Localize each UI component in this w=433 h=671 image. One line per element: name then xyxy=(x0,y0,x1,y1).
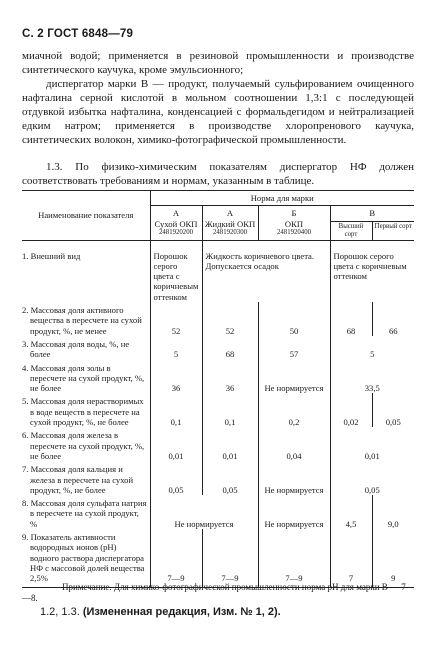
col-norm-group-header: Норма для марки xyxy=(150,191,414,206)
cell-v: 0,01 xyxy=(330,427,414,461)
specs-table xyxy=(22,190,414,588)
cell-b: Не нормируется xyxy=(258,461,330,495)
col-a-dry-letter: А xyxy=(172,208,180,219)
cell-a-liquid: 0,01 xyxy=(202,427,258,461)
cell-v2: 66 xyxy=(372,302,414,336)
row-label: 5. Массовая доля нерастворимых в воде веществ в пересчете на сухой продукт, %, не более xyxy=(22,396,144,428)
cell-v2: 0,05 xyxy=(372,393,414,427)
table-row xyxy=(22,360,414,394)
cell-b: Не нормируется xyxy=(258,495,330,529)
edit-revision-text: (Измененная редакция, Изм. № 1, 2). xyxy=(82,606,281,618)
col-a-dry-name: Сухой ОКП xyxy=(154,218,198,229)
cell-v1: 7 xyxy=(330,529,372,587)
cell-a-dry: 36 xyxy=(150,360,202,394)
cell-a-dry: 0,05 xyxy=(150,461,202,495)
row-label: 9. Показатель активности водородных ионов (pH) водного раствора диспергатора НФ с массовой долей вещества 2,5% xyxy=(22,532,145,584)
cell-a: Не нормируется xyxy=(150,495,258,529)
row-label: 2. Массовая доля активного вещества в пересчете на сухой продукт, %, не менее xyxy=(22,305,142,336)
col-b-name: ОКП xyxy=(284,218,304,229)
cell-a-liquid: 0,1 xyxy=(202,393,258,427)
col-v-sub2-header: Первый сорт xyxy=(372,221,414,240)
paragraph-1: миачной водой; применяется в резиновой промышленности и производстве синтетического каучука, кроме эмульсионного; xyxy=(22,50,414,76)
cell-a-liquid: 52 xyxy=(202,302,258,336)
table-row xyxy=(22,427,414,461)
page-header: С. 2 ГОСТ 6848—79 xyxy=(22,28,134,40)
col-b-letter: Б xyxy=(291,208,297,219)
table-row xyxy=(22,529,414,587)
row-label: 8. Массовая доля сульфата натрия в пересчете на сухой продукт, % xyxy=(22,498,147,529)
paragraph-2: диспергатор марки В — продукт, получаемый сульфированием очищенного нафталина серной кислотой в мольном соотношении 1,3:1 с последующей отдувкой избытка нафталина, конденсацией с формальдегидом и нейтрализацией едким натром; применяется в производстве хлоропренового каучука, синтетических волокон, химико-фотографической промышленности. xyxy=(22,78,414,146)
col-a-dry-header xyxy=(150,206,202,240)
col-a-liquid-code: 2481920300 xyxy=(213,228,247,236)
col-a-liquid-letter: А xyxy=(226,208,234,219)
col-v-header: В xyxy=(330,206,414,221)
cell-v: 5 xyxy=(330,336,414,360)
cell-b: 0,04 xyxy=(258,427,330,461)
cell-a-dry: 5 xyxy=(150,336,202,360)
cell-v1: 0,02 xyxy=(330,393,372,427)
col-b-code: 2481920400 xyxy=(277,228,311,236)
table-note: Примечание. Для химико-фотографической промышленности норма pH для марки В — 7—8. xyxy=(22,582,406,603)
cell-v: 0,05 xyxy=(330,461,414,495)
cell-a-dry: 7—9 xyxy=(150,529,202,587)
cell-a-liquid-b: Жидкость коричневого цвета. Допускается осадок xyxy=(202,240,330,302)
edit-clause-numbers: 1.2, 1.3. xyxy=(40,606,80,618)
col-a-liquid-name: Жидкий ОКП xyxy=(204,218,256,229)
cell-a-liquid: 68 xyxy=(202,336,258,360)
col-v-sub1-header: Высший сорт xyxy=(330,221,372,240)
col-a-dry-code: 2481920200 xyxy=(159,228,193,236)
col-indicator-header: Наименование показателя xyxy=(22,191,150,241)
cell-b: Не нормируется xyxy=(258,360,330,394)
cell-a-liquid: 7—9 xyxy=(202,529,258,587)
cell-b: 0,2 xyxy=(258,393,330,427)
row-label: 6. Массовая доля железа в пересчете на сухой продукт, %, не более xyxy=(22,430,145,461)
table-row xyxy=(22,302,414,336)
row-label: 1. Внешний вид xyxy=(22,250,81,261)
cell-b: 57 xyxy=(258,336,330,360)
cell-a-dry: 0,01 xyxy=(150,427,202,461)
cell-a-liquid: 36 xyxy=(202,360,258,394)
cell-b: 7—9 xyxy=(258,529,330,587)
row-label: 3. Массовая доля воды, %, не более xyxy=(22,338,130,360)
edit-reference xyxy=(40,606,281,618)
cell-v2: 9 xyxy=(372,529,414,587)
cell-v1: 4,5 xyxy=(330,495,372,529)
cell-a-dry: 0,1 xyxy=(150,393,202,427)
table-row xyxy=(22,495,414,529)
col-b-header xyxy=(258,206,330,240)
table-row xyxy=(22,461,414,495)
paragraph-3: 1.3. По физико-химическим показателям диспергатор НФ должен соответствовать требованиям и нормам, указанным в таблице. xyxy=(22,161,414,187)
cell-v: Порошок серого цвета с коричневым оттенком xyxy=(330,240,414,302)
cell-v2: 9,0 xyxy=(372,495,414,529)
table-row xyxy=(22,393,414,427)
cell-b: 50 xyxy=(258,302,330,336)
row-label: 7. Массовая доля кальция и железа в пересчете на сухой продукт, %, не более xyxy=(22,464,134,495)
cell-v1: 68 xyxy=(330,302,372,336)
cell-a-dry: 52 xyxy=(150,302,202,336)
table-row xyxy=(22,336,414,360)
cell-v: 33,5 xyxy=(330,360,414,394)
row-label: 4. Массовая доля золы в пересчете на сухой продукт, %, не более xyxy=(22,362,145,394)
table-row xyxy=(22,240,414,302)
col-a-liquid-header xyxy=(202,206,258,240)
cell-a-liquid: 0,05 xyxy=(202,461,258,495)
cell-a-dry: Порошок серого цвета с коричневым оттенком xyxy=(150,240,202,302)
